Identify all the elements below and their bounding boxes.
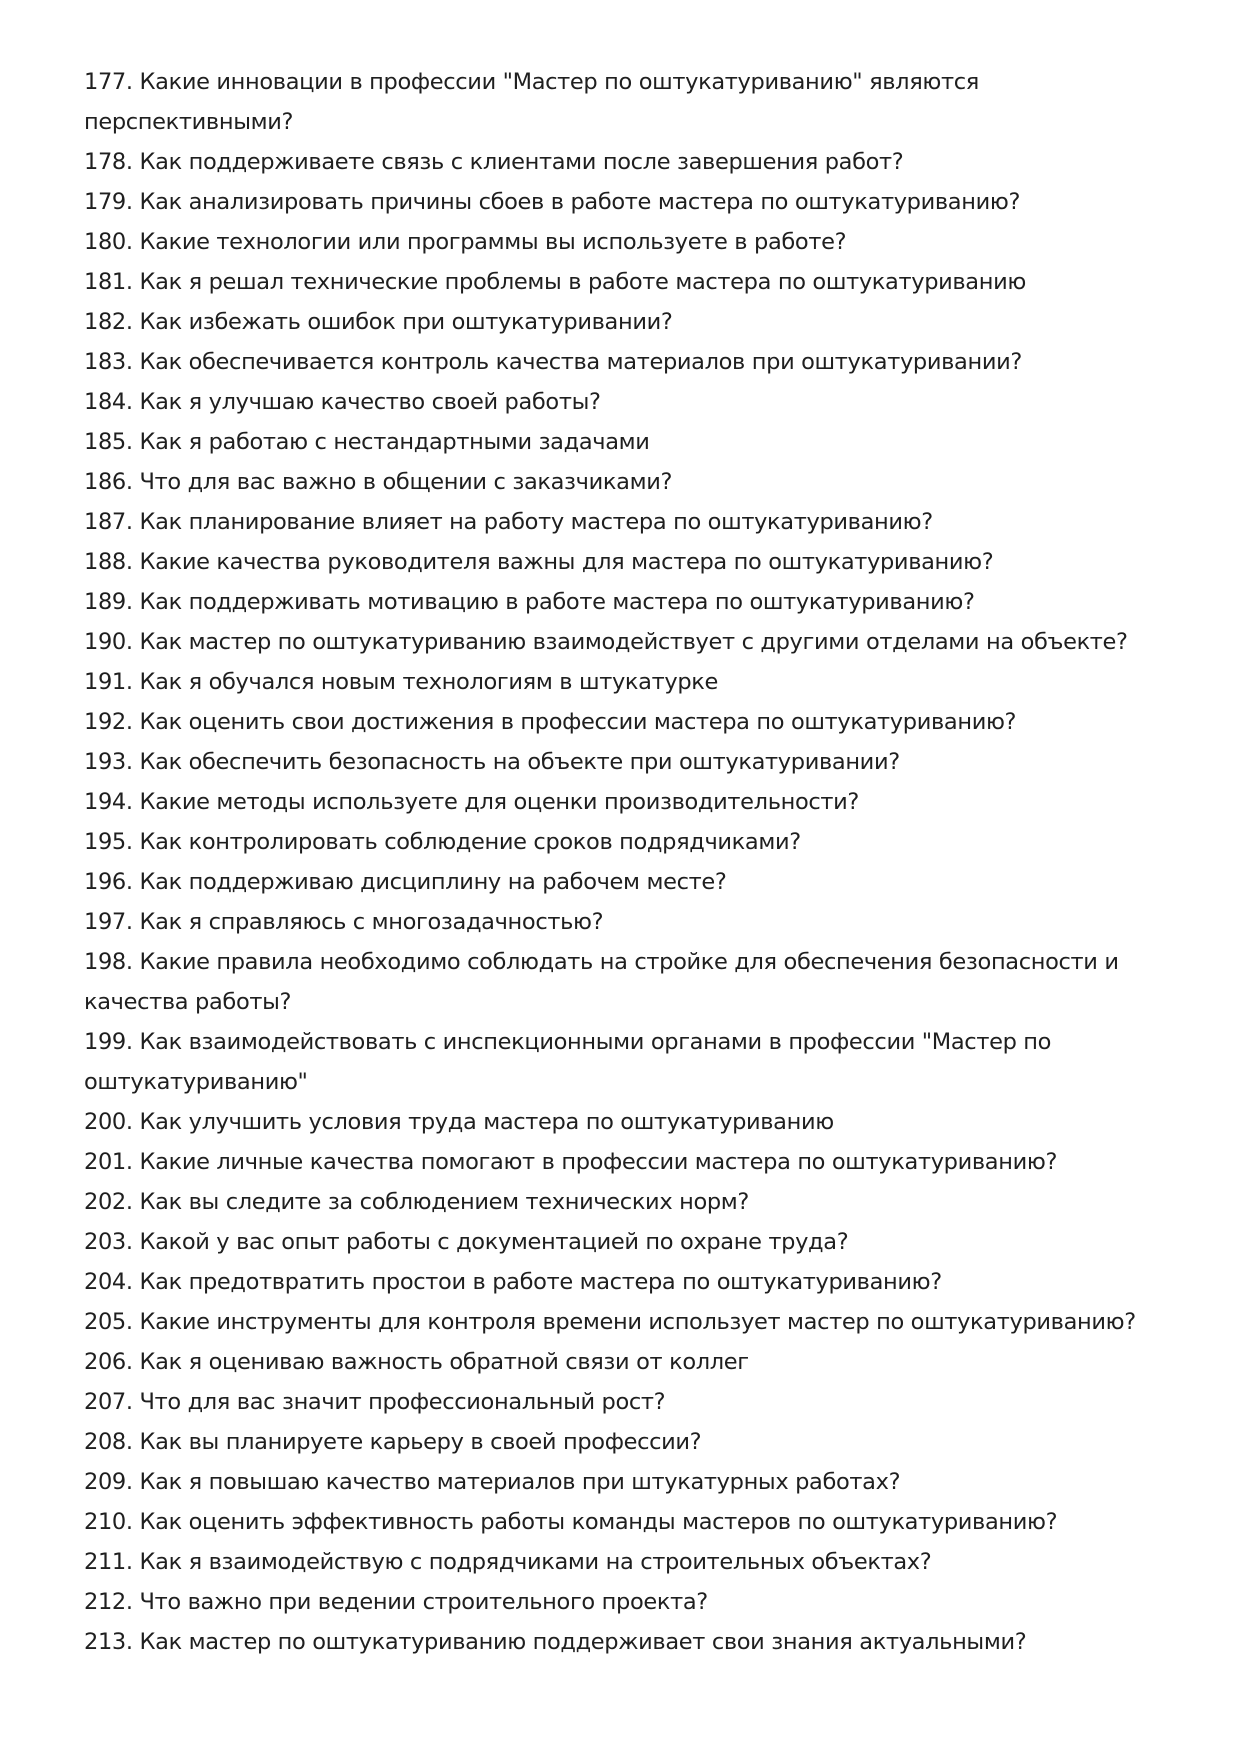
list-item <box>84 222 1174 262</box>
question-text: Как планирование влияет на работу мастера по оштукатуриванию? <box>139 509 933 535</box>
list-item <box>84 1382 1174 1422</box>
question-text: Что важно при ведении строительного проекта? <box>139 1589 708 1615</box>
question-text: Как я обучался новым технологиям в штукатурке <box>139 669 718 695</box>
question-text: Как улучшить условия труда мастера по оштукатуриванию <box>139 1109 834 1135</box>
question-text: Как оценить свои достижения в профессии мастера по оштукатуриванию? <box>139 709 1017 735</box>
question-number: 179 . <box>84 189 140 215</box>
list-item <box>84 382 1174 422</box>
question-text: Как анализировать причины сбоев в работе мастера по оштукатуриванию? <box>139 189 1021 215</box>
question-text: Какие качества руководителя важны для мастера по оштукатуриванию? <box>139 549 994 575</box>
list-item <box>84 542 1174 582</box>
question-number: 203 . <box>84 1229 140 1255</box>
question-text: Как контролировать соблюдение сроков подрядчиками? <box>139 829 801 855</box>
list-item <box>84 142 1174 182</box>
question-number: 206 . <box>84 1349 140 1375</box>
list-item <box>84 462 1174 502</box>
question-text: Как я взаимодействую с подрядчиками на строительных объектах? <box>139 1549 932 1575</box>
question-number: 185 . <box>84 429 140 455</box>
list-item <box>84 422 1174 462</box>
question-number: 177 . <box>84 69 140 95</box>
list-item <box>84 502 1174 542</box>
question-text: Как предотвратить простои в работе мастера по оштукатуриванию? <box>139 1269 942 1295</box>
question-text: Как поддерживать мотивацию в работе мастера по оштукатуриванию? <box>139 589 975 615</box>
list-item <box>84 62 1174 142</box>
question-number: 181 . <box>84 269 140 295</box>
question-text: Что для вас важно в общении с заказчиками? <box>139 469 673 495</box>
list-item <box>84 342 1174 382</box>
question-text: Как я улучшаю качество своей работы? <box>139 389 601 415</box>
list-item <box>84 1622 1174 1662</box>
list-item <box>84 782 1174 822</box>
question-text: Какие личные качества помогают в профессии мастера по оштукатуриванию? <box>139 1149 1058 1175</box>
question-number: 213 . <box>84 1629 140 1655</box>
question-number: 180 . <box>84 229 140 255</box>
question-text: Как я решал технические проблемы в работе мастера по оштукатуриванию <box>139 269 1026 295</box>
list-item <box>84 1022 1174 1102</box>
list-item <box>84 622 1174 662</box>
list-item <box>84 1502 1174 1542</box>
list-item <box>84 582 1174 622</box>
question-number: 200 . <box>84 1109 140 1135</box>
question-text: Как взаимодействовать с инспекционными органами в профессии "Мастер по оштукатуриванию" <box>84 1029 1052 1095</box>
question-number: 190 . <box>84 629 140 655</box>
list-item <box>84 942 1174 1022</box>
question-text: Какие правила необходимо соблюдать на стройке для обеспечения безопасности и качества работы? <box>84 949 1119 1015</box>
question-number: 186 . <box>84 469 140 495</box>
list-item <box>84 1582 1174 1622</box>
question-text: Какие инновации в профессии "Мастер по оштукатуриванию" являются перспективными? <box>84 69 979 135</box>
list-item <box>84 1142 1174 1182</box>
question-text: Что для вас значит профессиональный рост? <box>139 1389 666 1415</box>
question-number: 196 . <box>84 869 140 895</box>
question-number: 211 . <box>84 1549 140 1575</box>
question-text: Как я повышаю качество материалов при штукатурных работах? <box>139 1469 901 1495</box>
question-number: 208 . <box>84 1429 140 1455</box>
question-number: 193 . <box>84 749 140 775</box>
question-text: Как я оцениваю важность обратной связи от коллег <box>139 1349 749 1375</box>
list-item <box>84 862 1174 902</box>
question-text: Какие инструменты для контроля времени использует мастер по оштукатуриванию? <box>139 1309 1136 1335</box>
question-number: 188 . <box>84 549 140 575</box>
question-number: 209 . <box>84 1469 140 1495</box>
question-text: Как оценить эффективность работы команды мастеров по оштукатуриванию? <box>139 1509 1058 1535</box>
list-item <box>84 302 1174 342</box>
question-text: Как я справляюсь с многозадачностью? <box>139 909 604 935</box>
list-item <box>84 1342 1174 1382</box>
question-text: Как поддерживаю дисциплину на рабочем месте? <box>139 869 727 895</box>
question-number: 212 . <box>84 1589 140 1615</box>
question-text: Как вы планируете карьеру в своей профессии? <box>139 1429 702 1455</box>
question-number: 192 . <box>84 709 140 735</box>
question-number: 199 . <box>84 1029 140 1055</box>
list-item <box>84 902 1174 942</box>
question-text: Как я работаю с нестандартными задачами <box>139 429 650 455</box>
question-number: 178 . <box>84 149 140 175</box>
list-item <box>84 1262 1174 1302</box>
question-text: Как поддерживаете связь с клиентами после завершения работ? <box>139 149 904 175</box>
question-number: 198 . <box>84 949 140 975</box>
question-number: 189 . <box>84 589 140 615</box>
list-item <box>84 262 1174 302</box>
question-number: 202 . <box>84 1189 140 1215</box>
question-number: 191 . <box>84 669 140 695</box>
question-number: 194 . <box>84 789 140 815</box>
question-list <box>84 62 1174 1662</box>
list-item <box>84 1462 1174 1502</box>
list-item <box>84 1182 1174 1222</box>
list-item <box>84 662 1174 702</box>
question-number: 210 . <box>84 1509 140 1535</box>
question-number: 197 . <box>84 909 140 935</box>
question-number: 201 . <box>84 1149 140 1175</box>
question-number: 183 . <box>84 349 140 375</box>
question-text: Как избежать ошибок при оштукатуривании? <box>139 309 673 335</box>
question-text: Как вы следите за соблюдением технических норм? <box>139 1189 750 1215</box>
question-number: 204 . <box>84 1269 140 1295</box>
list-item <box>84 742 1174 782</box>
question-number: 184 . <box>84 389 140 415</box>
list-item <box>84 1302 1174 1342</box>
question-text: Как мастер по оштукатуриванию поддерживает свои знания актуальными? <box>139 1629 1027 1655</box>
question-text: Как мастер по оштукатуриванию взаимодействует с другими отделами на объекте? <box>139 629 1128 655</box>
question-text: Какой у вас опыт работы с документацией по охране труда? <box>139 1229 849 1255</box>
list-item <box>84 1422 1174 1462</box>
list-item <box>84 702 1174 742</box>
question-text: Как обеспечить безопасность на объекте при оштукатуривании? <box>139 749 900 775</box>
question-number: 187 . <box>84 509 140 535</box>
list-item <box>84 822 1174 862</box>
list-item <box>84 1222 1174 1262</box>
question-text: Какие методы используете для оценки производительности? <box>139 789 860 815</box>
list-item <box>84 1102 1174 1142</box>
question-text: Как обеспечивается контроль качества материалов при оштукатуривании? <box>139 349 1022 375</box>
question-number: 207 . <box>84 1389 140 1415</box>
question-text: Какие технологии или программы вы используете в работе? <box>139 229 847 255</box>
question-number: 205 . <box>84 1309 140 1335</box>
list-item <box>84 182 1174 222</box>
question-number: 195 . <box>84 829 140 855</box>
question-number: 182 . <box>84 309 140 335</box>
list-item <box>84 1542 1174 1582</box>
